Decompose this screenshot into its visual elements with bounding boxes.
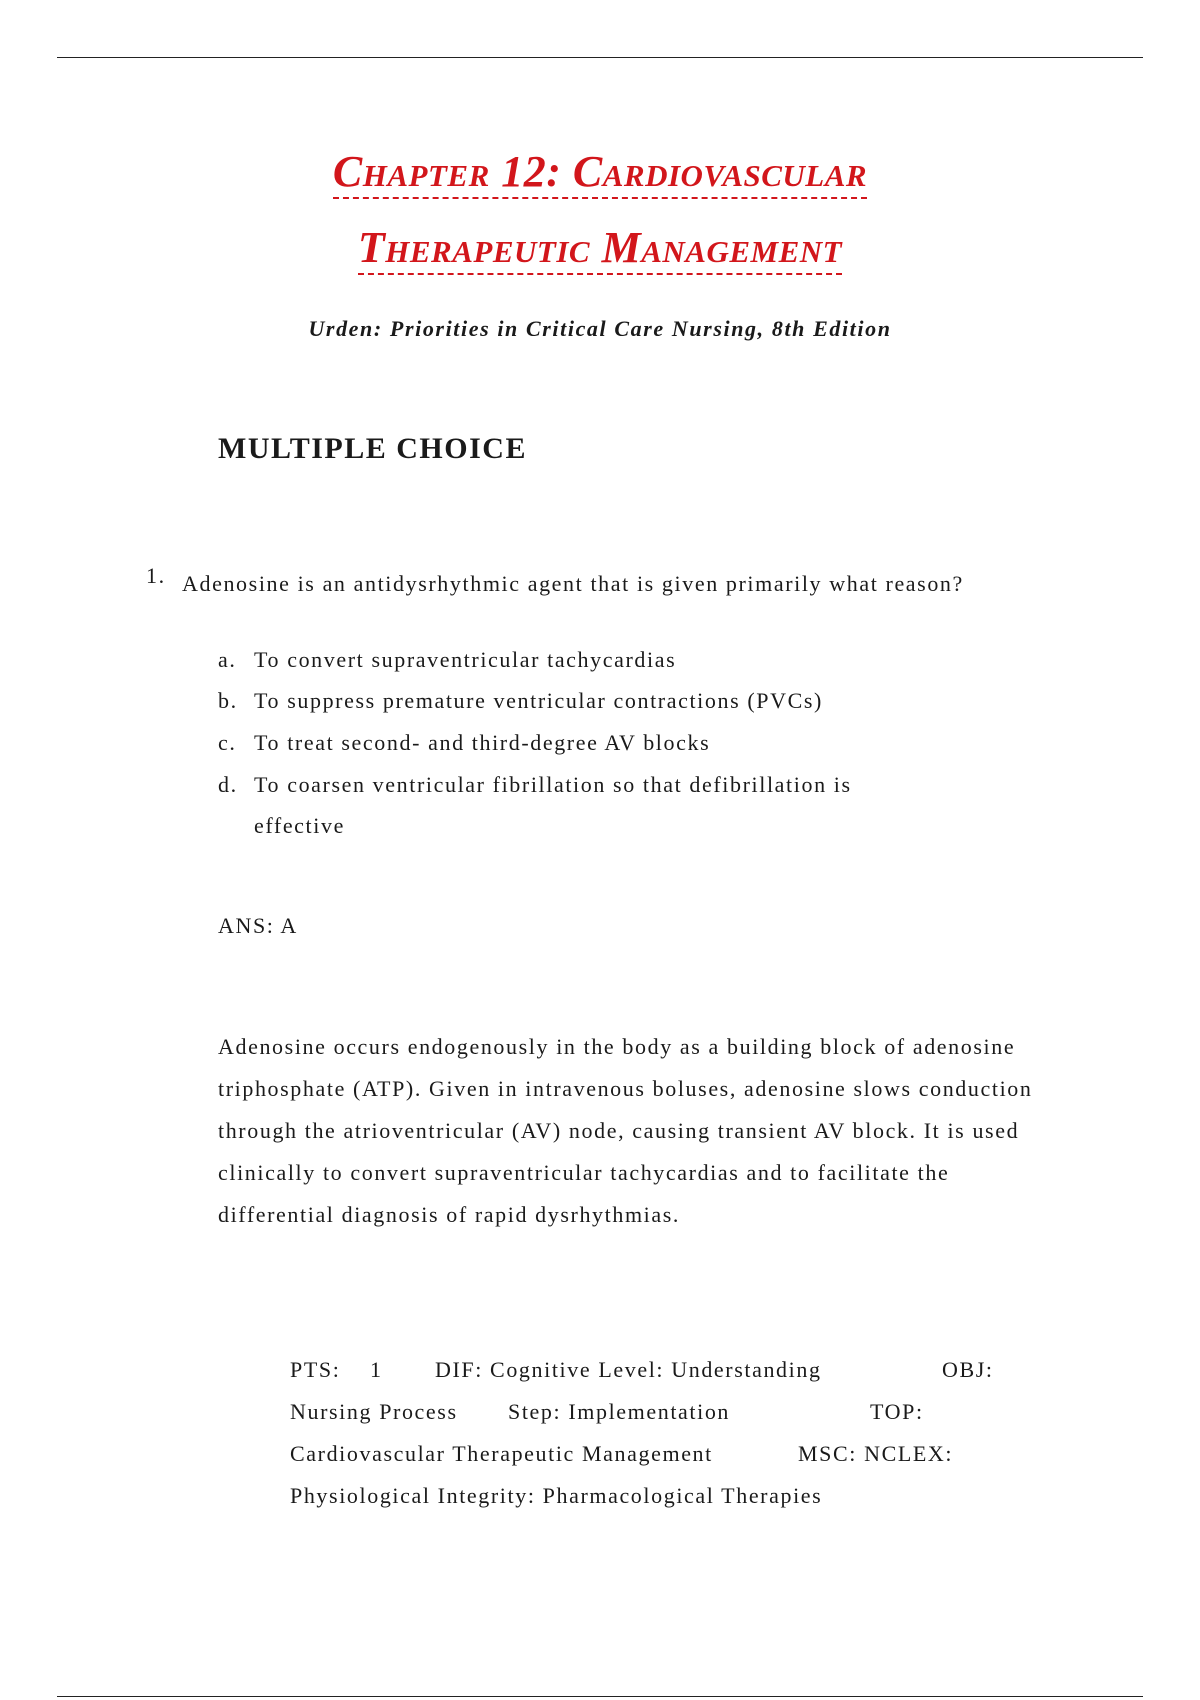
question-metadata [290, 1349, 1010, 1517]
option-b-letter: b. [218, 688, 238, 713]
obj-value: Nursing Process [290, 1399, 458, 1424]
option-a-text: To convert supraventricular tachycardias [254, 647, 677, 672]
option-c-text: To treat second- and third-degree AV blocks [254, 730, 711, 755]
option-a-letter: a. [218, 647, 237, 672]
top-rule [57, 57, 1143, 58]
question-stem: Adenosine is an antidysrhythmic agent that is given primarily what reason? [182, 571, 964, 596]
option-c-letter: c. [218, 730, 237, 755]
top-label: TOP: [870, 1399, 924, 1424]
answer-rationale: Adenosine occurs endogenously in the body as a building block of adenosine triphosphate (ATP). Given in intravenous boluses, adenosine slows conduction through the atrioventricular (AV) node, causing transient AV block. It is used clinically to convert supraventricular tachycardias and to facilitate the differential diagnosis of rapid dysrhythmias. [218, 1034, 1033, 1227]
dif-label: DIF: Cognitive Level: Understanding [435, 1357, 822, 1382]
option-d-letter: d. [218, 772, 238, 797]
question-number: 1. [146, 563, 166, 588]
book-subtitle: Urden: Priorities in Critical Care Nursing, 8th Edition [308, 316, 892, 341]
section-heading: MULTIPLE CHOICE [218, 432, 527, 465]
option-d-text: To coarsen ventricular fibrillation so that defibrillation is [254, 772, 852, 797]
chapter-title-line2: Therapeutic Management [0, 222, 1200, 273]
msc-label: MSC: NCLEX: [798, 1441, 954, 1466]
obj-label: OBJ: [942, 1357, 994, 1382]
chapter-title-line1: Chapter 12: Cardiovascular [0, 146, 1200, 197]
answer-key: ANS: A [218, 913, 298, 938]
msc-value: Physiological Integrity: Pharmacological Therapies [290, 1483, 823, 1508]
pts-label: PTS: [290, 1357, 341, 1382]
option-d-continuation: effective [254, 813, 345, 838]
bottom-rule [57, 1696, 1143, 1697]
option-b-text: To suppress premature ventricular contractions (PVCs) [254, 688, 823, 713]
step-label: Step: Implementation [508, 1399, 731, 1424]
top-value: Cardiovascular Therapeutic Management [290, 1441, 713, 1466]
pts-value: 1 [370, 1357, 383, 1382]
